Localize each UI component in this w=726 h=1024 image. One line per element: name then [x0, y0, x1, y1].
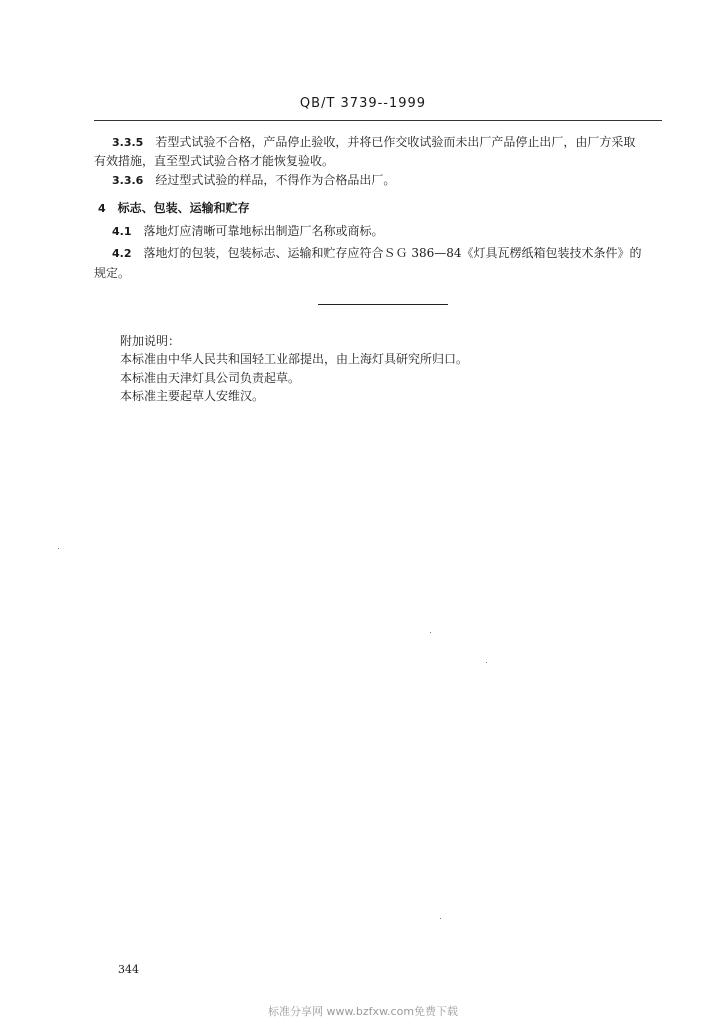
clause-number: 4.1	[112, 225, 132, 238]
section-4-heading	[98, 199, 250, 218]
clause-number: 4.2	[112, 247, 132, 260]
page-number: 344	[118, 963, 139, 976]
scan-speck	[430, 632, 431, 633]
clause-4-2	[112, 244, 642, 263]
scan-speck	[486, 662, 487, 663]
header-rule	[94, 120, 662, 121]
clause-3-3-5-continued: 有效措施，直至型式试验合格才能恢复验收。	[94, 154, 335, 168]
notes-line: 本标准由中华人民共和国轻工业部提出，由上海灯具研究所归口。	[120, 352, 469, 366]
clause-text: 落地灯的包装，包装标志、运输和贮存应符合ＳＧ 386—84《灯具瓦楞纸箱包装技术条件》的	[143, 246, 642, 260]
notes-line: 本标准主要起草人安维汉。	[120, 389, 265, 403]
clause-text: 落地灯应清晰可靠地标出制造厂名称或商标。	[143, 224, 384, 238]
standard-code-header: QB/T 3739--1999	[299, 96, 427, 111]
clause-text: 经过型式试验的样品，不得作为合格品出厂。	[155, 173, 396, 187]
clause-4-1	[112, 222, 384, 241]
clause-3-3-6	[112, 171, 395, 190]
clause-text: 若型式试验不合格，产品停止验收，并将已作交收试验而未出厂产品停止出厂，由厂方采取	[155, 135, 636, 149]
scan-speck	[58, 548, 59, 549]
clause-number: 3.3.6	[112, 174, 144, 187]
clause-number: 3.3.5	[112, 136, 144, 149]
scan-speck	[440, 918, 441, 919]
site-watermark: 标准分享网 www.bzfxw.com免费下载	[267, 1005, 459, 1018]
section-number: 4	[98, 202, 106, 215]
notes-line: 本标准由天津灯具公司负责起草。	[120, 371, 301, 385]
clause-4-2-continued: 规定。	[94, 266, 131, 280]
section-title: 标志、包装、运输和贮存	[117, 201, 250, 215]
end-of-text-rule	[318, 304, 448, 305]
clause-3-3-5	[112, 133, 635, 152]
notes-title: 附加说明：	[120, 334, 181, 348]
